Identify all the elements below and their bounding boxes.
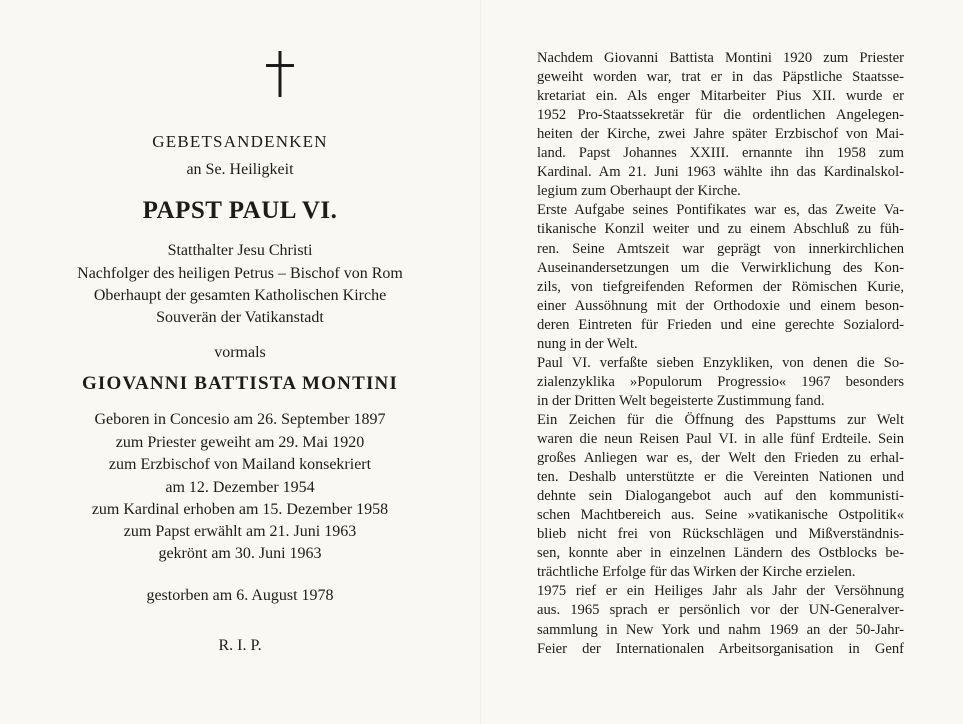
death-date: gestorben am 6. August 1978 — [146, 587, 334, 604]
biography-line: kretariat ein. Als enger Mitarbeiter Pius XII. wurde er — [537, 88, 904, 105]
life-event-line: Geboren in Concesio am 26. September 1897 — [94, 411, 386, 428]
life-event-line: zum Erzbischof von Mailand konsekriert — [108, 456, 372, 473]
biography-line: waren die neun Reisen Paul VI. in alle fünf Erdteile. Sein — [537, 431, 904, 447]
card-title: GEBETSANDENKEN — [152, 132, 328, 151]
formerly-label: vormals — [214, 344, 266, 361]
biography-line: Auseinandersetzungen um die Verwirklichung des Kon- — [537, 259, 904, 276]
life-event-line: zum Papst erwählt am 21. Juni 1963 — [123, 523, 357, 540]
biography-line: nung in der Welt. — [537, 335, 638, 352]
rip-text: R. I. P. — [218, 637, 262, 654]
biography-line: Ein Zeichen für die Öffnung des Papsttums zur Welt — [537, 411, 904, 428]
biography-line: aus. 1965 sprach er persönlich vor der UN-Generalver- — [537, 602, 904, 619]
biography-line: zils, von tiefgreifenden Reformen der Römischen Kurie, — [537, 278, 904, 295]
biography-line: Kardinal. Am 21. Juni 1963 wählte ihn das Kardinalskol- — [537, 164, 904, 181]
biography-line: ten. Deshalb unterstützte er die Vereinten Nationen und — [537, 469, 904, 486]
biography-line: großes Anliegen war es, der Welt den Frieden zu erhal- — [537, 450, 904, 467]
pope-name: PAPST PAUL VI. — [142, 197, 338, 224]
life-event-line: gekrönt am 30. Juni 1963 — [158, 545, 322, 562]
life-event-line: zum Kardinal erhoben am 15. Dezember 1958 — [91, 501, 389, 518]
biography-line: legium zum Oberhaupt der Kirche. — [537, 183, 741, 200]
biography-line: einer Aussöhnung mit der Orthodoxie und einem beson- — [537, 297, 904, 314]
biography-line: schen Machtbereich aus. Seine »vatikanische Ostpolitik« — [537, 507, 904, 524]
biography-line: Nachdem Giovanni Battista Montini 1920 zum Priester — [537, 50, 904, 66]
pope-title-line: Oberhaupt der gesamten Katholischen Kirche — [93, 287, 387, 304]
biography-line: dehnte sein Dialogangebot auch auf den kommunisti- — [537, 488, 904, 505]
biography-line: Feier der Internationalen Arbeitsorganisation in Genf — [537, 640, 904, 657]
life-event-line: am 12. Dezember 1954 — [165, 479, 315, 496]
biography-line: land. Papst Johannes XXIII. ernannte ihn 1958 zum — [537, 145, 904, 162]
biography-line: trächtliche Erfolge für das Wirken der Kirche erzielen. — [537, 564, 856, 581]
pope-title-line: Nachfolger des heiligen Petrus – Bischof von Rom — [77, 265, 403, 282]
biography-line: 1952 Pro-Staatssekretär für die ordentlichen Angelegen- — [537, 107, 904, 124]
pope-title-line: Statthalter Jesu Christi — [167, 242, 313, 259]
card-subtitle: an Se. Heiligkeit — [186, 161, 294, 178]
life-event-line: zum Priester geweiht am 29. Mai 1920 — [115, 434, 365, 451]
card-fold — [480, 0, 481, 724]
biography-line: in der Dritten Welt begeisterte Zustimmung fand. — [537, 392, 825, 409]
biography-line: tikanische Konzil weiter und zu einem Abschluß zu füh- — [537, 221, 904, 238]
biography-line: sen, konnte aber in einzelnen Ländern des Ostblocks be- — [537, 545, 904, 562]
biography-line: Erste Aufgabe seines Pontifikates war es, das Zweite Va- — [537, 202, 904, 219]
biography-line: heiten der Kirche, zwei Jahre später Erzbischof von Mai- — [537, 126, 904, 143]
biography-line: geweiht worden war, trat er in das Päpstliche Staatsse- — [537, 69, 904, 86]
pope-title-line: Souverän der Vatikanstadt — [156, 309, 324, 326]
biography-line: zialenzyklika »Populorum Progressio« 1967 besonders — [537, 373, 904, 390]
birth-name: GIOVANNI BATTISTA MONTINI — [81, 373, 399, 394]
biography-line: sammlung in New York und nahm 1969 an der 50-Jahr- — [537, 621, 904, 638]
biography-line: ren. Seine Amtszeit war geprägt von innerkirchlichen — [537, 240, 904, 257]
cross-icon — [260, 51, 300, 97]
biography-line: deren Eintreten für Frieden und eine gerechte Sozialord- — [537, 316, 904, 333]
biography-line: blieb nicht frei von Rückschlägen und Mißverständnis- — [537, 526, 904, 543]
biography-line: Paul VI. verfaßte sieben Enzykliken, von denen die So- — [537, 354, 904, 371]
biography-line: 1975 rief er ein Heiliges Jahr als Jahr der Versöhnung — [537, 583, 904, 600]
